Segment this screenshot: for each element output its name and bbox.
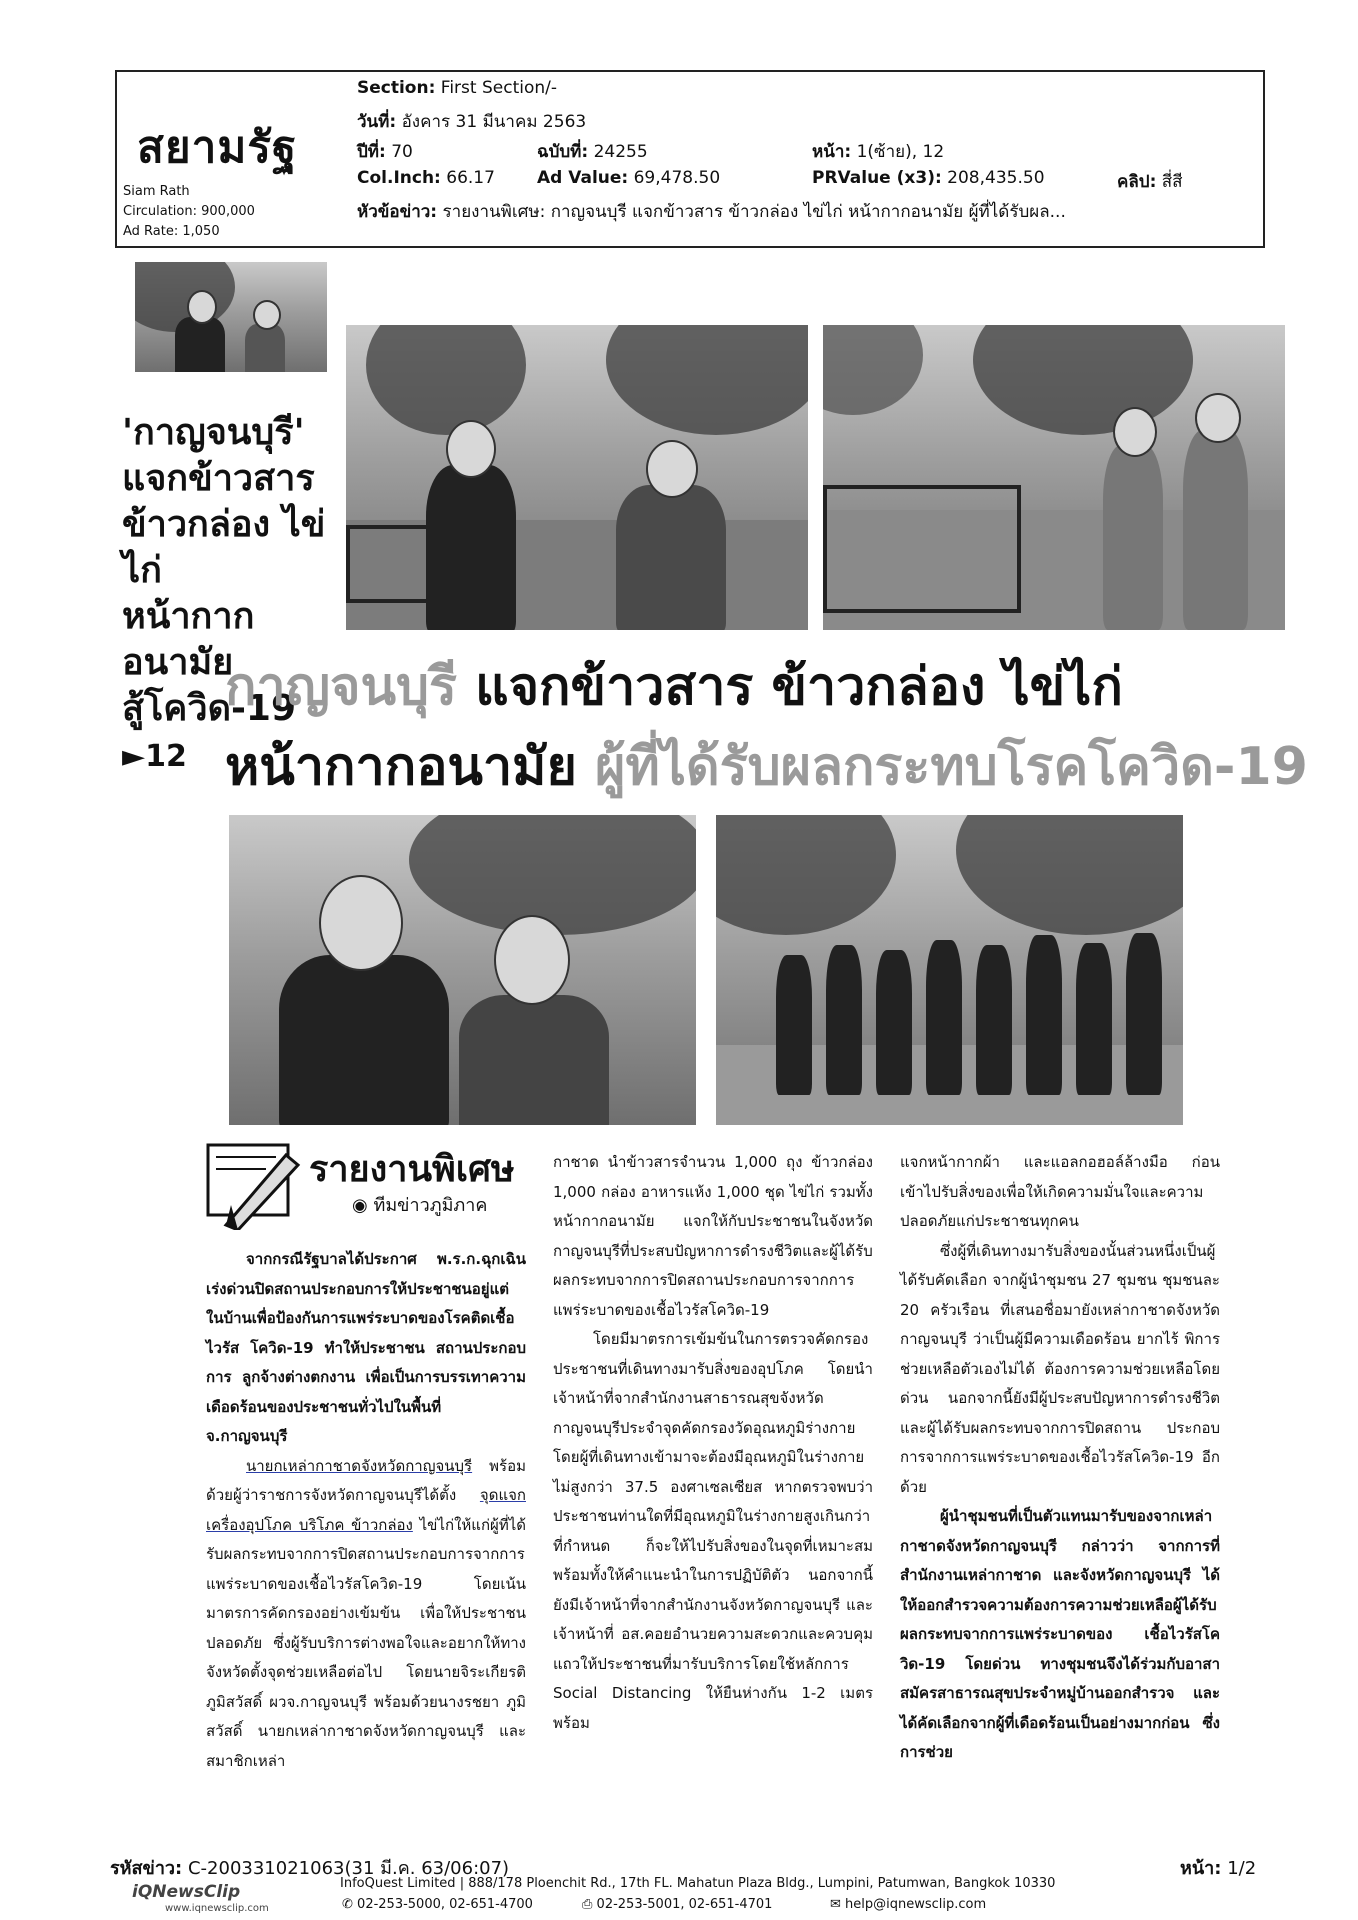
issue-field: ฉบับที่: 24255	[537, 142, 648, 162]
date-line: วันที่: อังคาร 31 มีนาคม 2563	[357, 112, 587, 132]
clip-field: คลิป: สี่สี	[1117, 172, 1183, 192]
paper-name: Siam Rath	[123, 184, 190, 199]
article-column-2: กาชาด นำข้าวสารจำนวน 1,000 ถุง ข้าวกล่อง 1,000 กล่อง อาหารแห้ง 1,000 ชุด ไข่ไก่ รวมทั้งหน้ากากอนามัย แจกให้กับประชาชนในจังหวัดกาญจนบุรีที่ประสบปัญหาการดำรงชีวิตและผู้ได้รับผลกระทบจากการปิดสถานประกอบการจากการแพร่ระบาดของเชื้อไวรัสโควิด-19 โดยมีมาตรการเข้มข้นในการตรวจคัดกรองประชาชนที่เดินทางมารับสิ่งของอุปโภค โดยนำเจ้าหน้าที่จากสำนักงานสาธารณสุขจังหวัดกาญจนบุรีประจำจุดคัดกรองวัดอุณหภูมิร่างกายโดยผู้ที่เดินทางเข้ามาจะต้องมีอุณหภูมิในร่างกายไม่สูงกว่า 37.5 องศาเซลเซียส หากตรวจพบว่า ประชาชนท่านใดที่มีอุณหภูมิในร่างกายสูงเกินกว่าที่กำหนด ก็จะให้ไปรับสิ่งของในจุดที่เหมาะสม พร้อมทั้งให้คำแนะนำในการปฏิบัติตัว นอกจากนี้ยังมีเจ้าหน้าที่จากสำนักงานจังหวัดกาญจนบุรี และเจ้าหน้าที่ อส.คอยอำนวยความสะดวกและควบคุมแถวให้ประชาชนที่มารับบริการโดยใช้หลักการ Social Distancing ให้ยืนห่างกัน 1-2 เมตร พร้อม	[553, 1153, 873, 1732]
footer-page: หน้า: 1/2	[1180, 1858, 1257, 1879]
fax-icon: ⎙	[582, 1897, 593, 1912]
section-line: Section: First Section/-	[357, 78, 557, 98]
main-headline-line2: หน้ากากอนามัย ผู้ที่ได้รับผลกระทบโรคโควิด-19	[225, 737, 1308, 797]
photo-officials-line	[823, 325, 1285, 630]
circulation: Circulation: 900,000	[123, 204, 255, 219]
photo-group	[716, 815, 1183, 1125]
photo-temperature-check	[346, 325, 808, 630]
article-column-3: แจกหน้ากากผ้า และแอลกอฮอล์ล้างมือ ก่อนเข้าไปรับสิ่งของเพื่อให้เกิดความมั่นใจและความปลอดภัยแก่ประชาชนทุกคน ซึ่งผู้ที่เดินทางมารับสิ่งของนั้นส่วนหนึ่งเป็นผู้ได้รับคัดเลือก จากผู้นำชุมชน 27 ชุมชน ชุมชนละ 20 ครัวเรือน ที่เสนอชื่อมายังเหล่ากาชาดจังหวัดกาญจนบุรี ว่าเป็นผู้มีความเดือดร้อน ยากไร้ พิการ ช่วยเหลือตัวเองไม่ได้ ต้องการความช่วยเหลือโดยด่วน นอกจากนี้ยังมีผู้ประสบปัญหาการดำรงชีวิตและผู้ได้รับผลกระทบจากการปิดสถาน ประกอบการจากการแพร่ระบาดของเชื้อไวรัสโควิด-19 อีกด้วย ผู้นำชุมชนที่เป็นตัวแทนมารับของจากเหล่ากาชาดจังหวัดกาญจนบุรี กล่าวว่า จากการที่สำนักงานเหล่ากาชาด และจังหวัดกาญจนบุรี ได้ให้ออกสำรวจความต้องการความช่วยเหลือผู้ได้รับผลกระทบจากการแพร่ระบาดของ เชื้อไวรัสโควิด-19 โดยด่วน ทางชุมชนจึงได้ร่วมกับอาสาสมัครสาธารณสุขประจำหมู่บ้านออกสำรวจ และได้คัดเลือกจากผู้ที่เดือดร้อนเป็นอย่างมากก่อน ซึ่งการช่วย	[900, 1153, 1220, 1761]
article-column-1: จากกรณีรัฐบาลได้ประกาศ พ.ร.ก.ฉุกเฉิน เร่งด่วนปิดสถานประกอบการให้ประชาชนอยู่แต่ในบ้านเพื่อป้องกันการแพร่ระบาดของโรคติดเชื้อไวรัส โควิด-19 ทำให้ประชาชน สถานประกอบการ ลูกจ้างต่างตกงาน เพื่อเป็นการบรรเทาความเดือดร้อนของประชาชนทั่วไปในพื้นที่ จ.กาญจนบุรี นายกเหล่ากาชาดจังหวัดกาญจนบุรี พร้อมด้วยผู้ว่าราชการจังหวัดกาญจนบุรีได้ตั้ง จุดแจกเครื่องอุปโภค บริโภค ข้าวกล่อง ไข่ไก่ให้แก่ผู้ที่ได้รับผลกระทบจากการปิดสถานประกอบการจากการแพร่ระบาดของเชื้อไวรัสโควิด-19 โดยเน้นมาตรการคัดกรองอย่างเข้มข้น เพื่อให้ประชาชนปลอดภัย ซึ่งผู้รับบริการต่างพอใจและอยากให้ทางจังหวัดตั้งจุดช่วยเหลือต่อไป โดยนายจิระเกียรติ ภูมิสวัสดิ์ ผวจ.กาญจนบุรี พร้อมด้วยนางรชยา ภูมิสวัสดิ์ นายกเหล่ากาชาดจังหวัดกาญจนบุรี และสมาชิกเหล่า	[206, 1250, 526, 1770]
email-icon: ✉	[830, 1897, 841, 1912]
photo-officials-closeup	[229, 815, 696, 1125]
footer-email: ✉ help@iqnewsclip.com	[830, 1897, 987, 1912]
year-field: ปีที่: 70	[357, 142, 413, 162]
main-headline-line1: กาญจนบุรี แจกข้าวสาร ข้าวกล่อง ไข่ไก่	[225, 657, 1123, 717]
phone-icon: ✆	[342, 1897, 353, 1912]
news-code: รหัสข่าว: C-200331021063(31 มี.ค. 63/06:07)	[110, 1858, 510, 1879]
colinch-field: Col.Inch: 66.17	[357, 168, 495, 188]
clipping-header	[115, 70, 1265, 248]
footer-phone: ✆ 02-253-5000, 02-651-4700	[342, 1897, 533, 1912]
thumbnail-photo	[135, 262, 327, 372]
eye-icon: ◉	[352, 1195, 368, 1216]
footer-fax: ⎙ 02-253-5001, 02-651-4701	[582, 1897, 773, 1912]
advalue-field: Ad Value: 69,478.50	[537, 168, 721, 188]
page-ref: ►12	[122, 739, 187, 774]
headline-field: หัวข้อข่าว: รายงานพิเศษ: กาญจนบุรี แจกข้าวสาร ข้าวกล่อง ไข่ไก่ หน้ากากอนามัย ผู้ที่ได้รับผล...	[357, 202, 1066, 222]
report-byline: ◉ ทีมข่าวภูมิภาค	[352, 1195, 488, 1216]
page-field: หน้า: 1(ซ้าย), 12	[812, 142, 945, 162]
iqnewsclip-logo: iQNewsClip	[132, 1882, 241, 1902]
ad-rate: Ad Rate: 1,050	[123, 224, 220, 239]
company-address: InfoQuest Limited | 888/178 Ploenchit Rd., 17th FL. Mahatun Plaza Bldg., Lumpini, Patumwan, Bangkok 10330	[340, 1876, 1056, 1891]
pencil-hand-icon	[206, 1135, 306, 1230]
report-title: รายงานพิเศษ	[309, 1149, 515, 1190]
side-headline: 'กาญจนบุรี' แจกข้าวสาร ข้าวกล่อง ไข่ไก่ หน้ากากอนามัย สู้โควิด-19 ►12	[122, 412, 326, 774]
brand-url: www.iqnewsclip.com	[165, 1903, 269, 1914]
prvalue-field: PRValue (x3): 208,435.50	[812, 168, 1045, 188]
newspaper-logo: สยามรัฐ	[137, 122, 298, 173]
